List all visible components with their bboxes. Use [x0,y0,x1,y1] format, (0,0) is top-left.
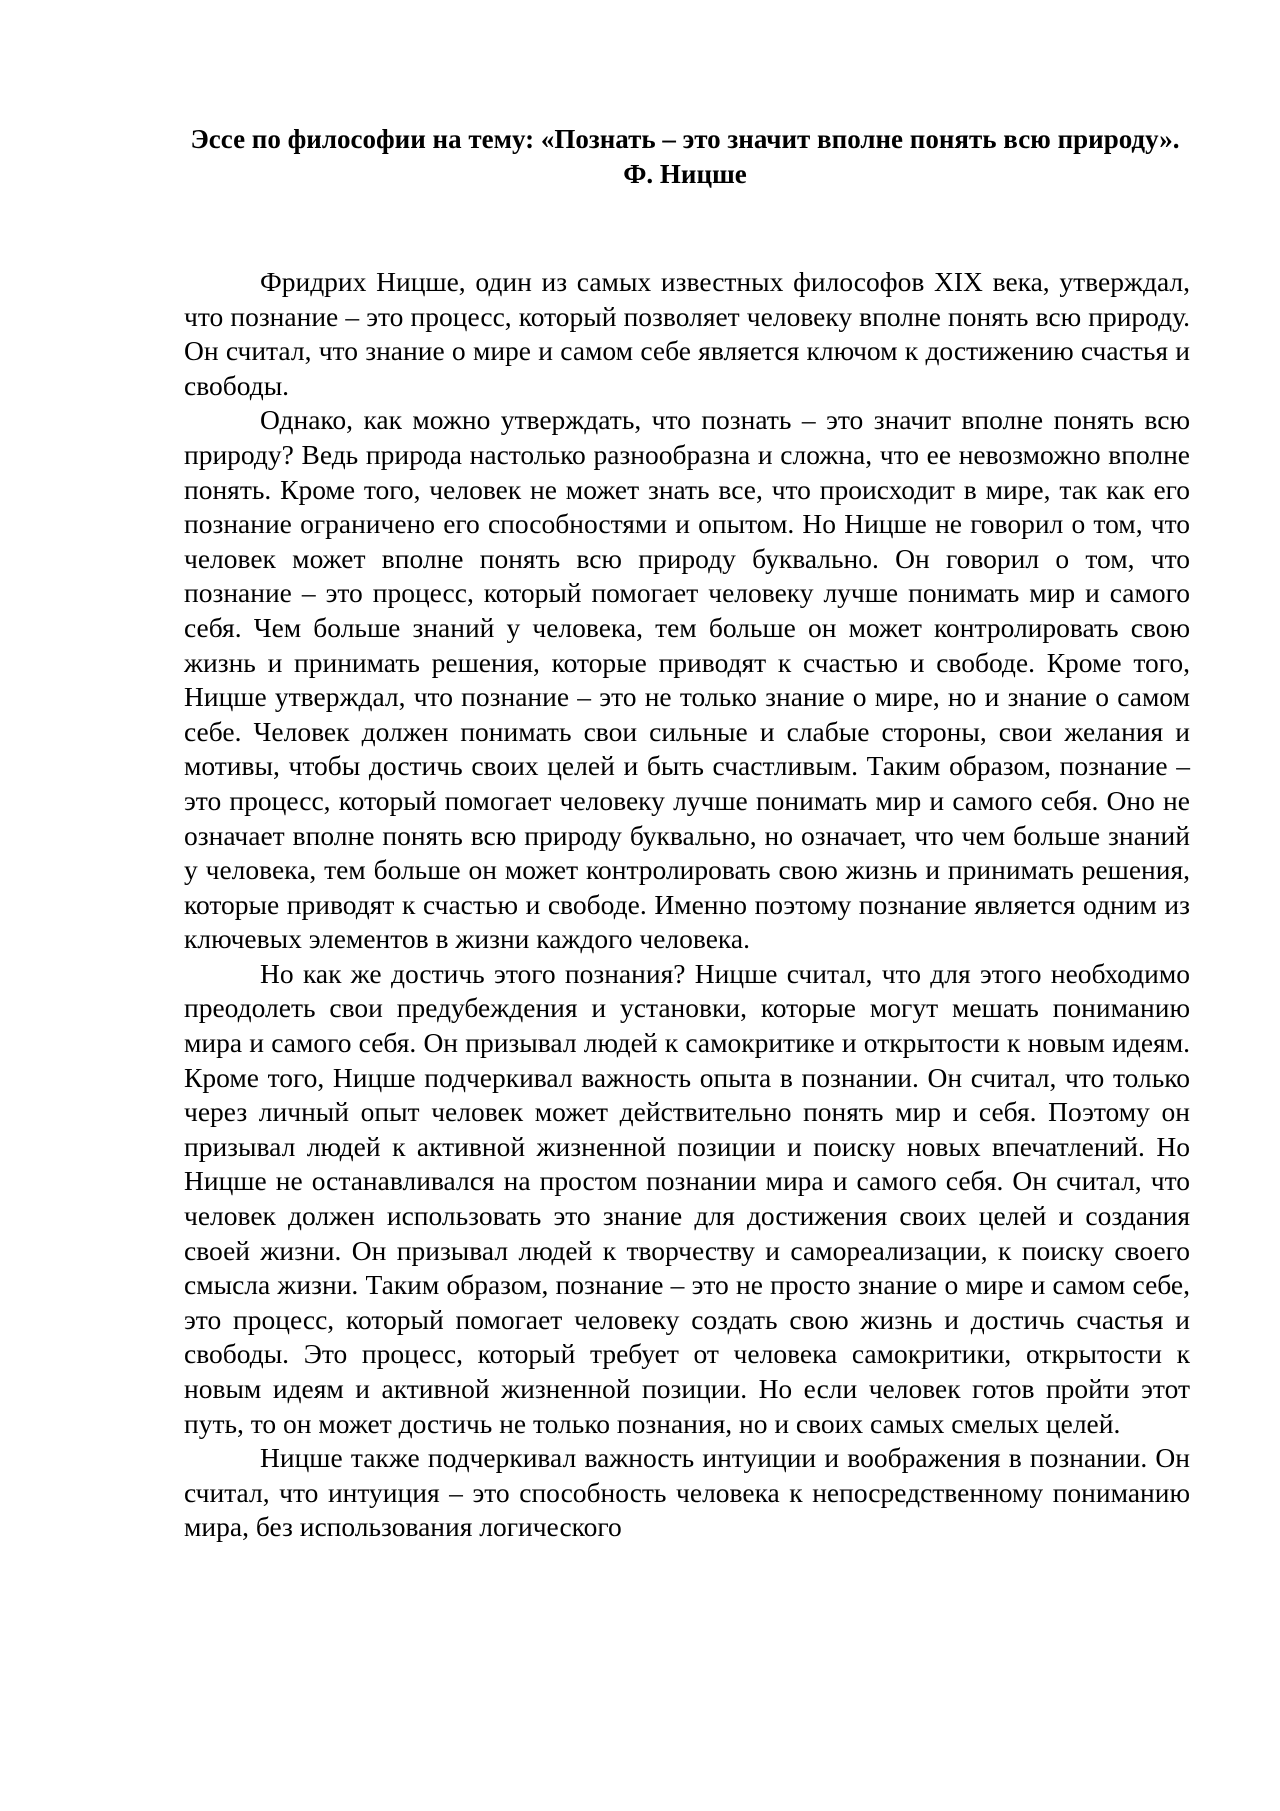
essay-body [184,265,1190,1545]
paragraph-3: Но как же достичь этого познания? Ницше считал, что для этого необходимо преодолеть свои предубеждения и установки, которые могут мешать пониманию мира и самого себя. Он призывал людей к самокритике и открытости к новым идеям. Кроме того, Ницше подчеркивал важность опыта в познании. Он считал, что только через личный опыт человек может действительно понять мир и себя. Поэтому он призывал людей к активной жизненной позиции и поиску новых впечатлений. Но Ницше не останавливался на простом познании мира и самого себя. Он считал, что человек должен использовать это знание для достижения своих целей и создания своей жизни. Он призывал людей к творчеству и самореализации, к поиску своего смысла жизни. Таким образом, познание – это не просто знание о мире и самом себе, это процесс, который помогает человеку создать свою жизнь и достичь счастья и свободы. Это процесс, который требует от человека самокритики, открытости к новым идеям и активной жизненной позиции. Но если человек готов пройти этот путь, то он может достичь не только познания, но и своих самых смелых целей. [184,957,1190,1439]
essay-title: Эссе по философии на тему: «Познать – это значит вполне понять всю природу». Ф. Ницше [190,124,1180,189]
paragraph-2: Однако, как можно утверждать, что познать – это значит вполне понять всю природу? Ведь природа настолько разнообразна и сложна, что ее невозможно вполне понять. Кроме того, человек не может знать все, что происходит в мире, так как его познание ограничено его способностями и опытом. Но Ницше не говорил о том, что человек может вполне понять всю природу буквально. Он говорил о том, что познание – это процесс, который помогает человеку лучше понимать мир и самого себя. Чем больше знаний у человека, тем больше он может контролировать свою жизнь и принимать решения, которые приводят к счастью и свободе. Кроме того, Ницше утверждал, что познание – это не только знание о мире, но и знание о самом себе. Человек должен понимать свои сильные и слабые стороны, свои желания и мотивы, чтобы достичь своих целей и быть счастливым. Таким образом, познание – это процесс, который помогает человеку лучше понимать мир и самого себя. Оно не означает вполне понять всю природу буквально, но означает, что чем больше знаний у человека, тем больше он может контролировать свою жизнь и принимать решения, которые приводят к счастью и свободе. Именно поэтому познание является одним из ключевых элементов в жизни каждого человека. [184,404,1190,955]
paragraph-1: Фридрих Ницше, один из самых известных философов XIX века, утверждал, что познание – это процесс, который позволяет человеку вполне понять всю природу. Он считал, что знание о мире и самом себе является ключом к достижению счастья и свободы. [184,266,1190,401]
paragraph-4: Ницше также подчеркивал важность интуиции и воображения в познании. Он считал, что интуиция – это способность человека к непосредственному пониманию мира, без использования логического [184,1442,1190,1543]
